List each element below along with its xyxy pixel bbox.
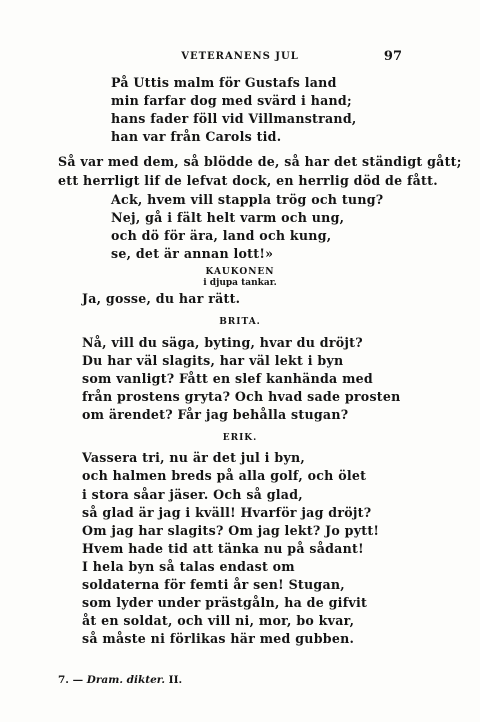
volume-number: II. [168, 674, 183, 686]
verse-line: hans fader föll vid Villmanstrand, [111, 110, 357, 126]
verse-line: i stora såar jäser. Och så glad, [82, 486, 303, 502]
verse-line: så måste ni förlikas här med gubben. [82, 631, 355, 647]
verse-line: se, det är annan lott!» [111, 245, 274, 261]
verse-line: På Uttis malm för Gustafs land [111, 74, 337, 90]
running-header-title: VETERANENS JUL [181, 51, 299, 62]
page-number: 97 [383, 49, 402, 64]
verse-line: från prostens gryta? Och hvad sade prosten [82, 388, 401, 404]
verse-line: Ack, hvem vill stappla trög och tung? [111, 191, 384, 207]
verse-line: Vassera tri, nu är det jul i byn, [82, 450, 306, 466]
verse-line: om ärendet? Får jag behålla stugan? [82, 406, 349, 422]
verse-line: Nå, vill du säga, byting, hvar du dröjt? [82, 334, 363, 350]
verse-line: I hela byn så talas endast om [82, 558, 295, 574]
verse-line: Ja, gosse, du har rätt. [82, 291, 241, 307]
verse-line: Nej, gå i fält helt varm och ung, [111, 209, 345, 225]
verse-line: ett herrligt lif de lefvat dock, en herrlig död de fått. [58, 172, 438, 188]
signature-mark: 7. — [58, 674, 84, 686]
speaker-name: BRITA. [219, 317, 261, 328]
work-title: Dram. dikter. [86, 674, 166, 686]
verse-line: och dö för ära, land och kung, [111, 227, 332, 243]
verse-line: soldaterna för femti år sen! Stugan, [82, 577, 345, 593]
verse-line: som lyder under prästgåln, ha de gifvit [82, 595, 368, 611]
verse-line: Du har väl slagits, har väl lekt i byn [82, 352, 344, 368]
speaker-name: ERIK. [222, 433, 258, 444]
verse-line: som vanligt? Fått en slef kanhända med [82, 370, 373, 386]
verse-line: åt en soldat, och vill ni, mor, bo kvar, [82, 613, 355, 629]
speaker-name: KAUKONEN [205, 266, 275, 277]
verse-line: Hvem hade tid att tänka nu på sådant! [82, 540, 364, 556]
verse-line: Om jag har slagits? Om jag lekt? Jo pytt! [82, 522, 380, 538]
verse-line: och halmen breds på alla golf, och ölet [82, 468, 367, 484]
verse-line: han var från Carols tid. [111, 129, 282, 145]
verse-line: så glad är jag i kväll! Hvarför jag dröjt? [82, 504, 372, 520]
verse-line: min farfar dog med svärd i hand; [111, 92, 352, 108]
footer-signature [58, 674, 182, 686]
stage-direction: i djupa tankar. [203, 278, 277, 289]
verse-line: Så var med dem, så blödde de, så har det ständigt gått; [58, 154, 462, 170]
